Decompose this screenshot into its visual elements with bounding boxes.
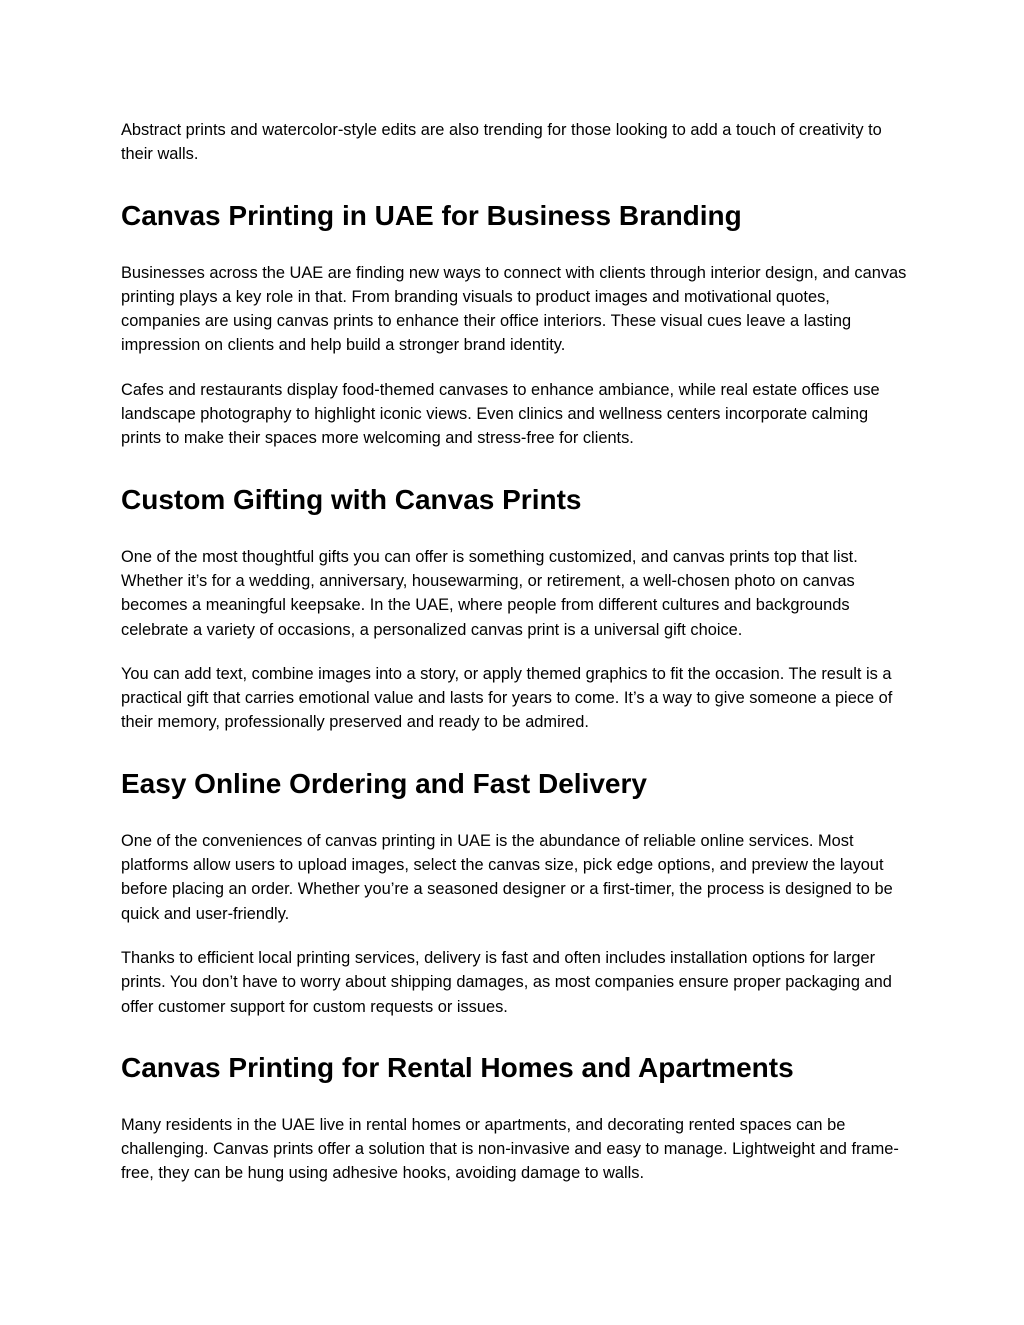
section-heading: Canvas Printing in UAE for Business Branding [121, 199, 742, 231]
section-heading: Canvas Printing for Rental Homes and Apartments [121, 1051, 794, 1083]
section-heading: Easy Online Ordering and Fast Delivery [121, 767, 647, 799]
section-business-branding [121, 199, 909, 451]
intro-paragraph: Abstract prints and watercolor-style edits are also trending for those looking to add a touch of creativity to their walls. [121, 121, 882, 164]
section-paragraph: Many residents in the UAE live in rental homes or apartments, and decorating rented spaces can be challenging. Canvas prints offer a solution that is non-invasive and easy to manage. Lightweight and frame-free, they can be hung using adhesive hooks, avoiding damage to walls. [121, 1115, 899, 1183]
section-paragraph: Cafes and restaurants display food-themed canvases to enhance ambiance, while real estate offices use landscape photography to highlight iconic views. Even clinics and wellness centers incorporate calming prints to make their spaces more welcoming and stress-free for clients. [121, 380, 880, 448]
section-paragraph: Thanks to efficient local printing services, delivery is fast and often includes installation options for larger prints. You don’t have to worry about shipping damages, as most companies ensure proper packaging and offer customer support for custom requests or issues. [121, 948, 892, 1016]
section-rental-homes [121, 1051, 909, 1186]
section-paragraph: One of the conveniences of canvas printing in UAE is the abundance of reliable online services. Most platforms allow users to upload images, select the canvas size, pick edge options, and preview the layout before placing an order. Whether you’re a seasoned designer or a first-timer, the process is designed to be quick and user-friendly. [121, 831, 893, 923]
section-heading: Custom Gifting with Canvas Prints [121, 483, 582, 515]
section-paragraph: Businesses across the UAE are finding new ways to connect with clients through interior design, and canvas printing plays a key role in that. From branding visuals to product images and motivational quotes, companies are using canvas prints to enhance their office interiors. These visual cues leave a lasting impression on clients and help build a stronger brand identity. [121, 263, 907, 355]
section-paragraph: One of the most thoughtful gifts you can offer is something customized, and canvas prints top that list. Whether it’s for a wedding, anniversary, housewarming, or retirement, a well-chosen photo on canvas becomes a meaningful keepsake. In the UAE, where people from different cultures and backgrounds celebrate a variety of occasions, a personalized canvas print is a universal gift choice. [121, 547, 858, 639]
section-online-ordering [121, 767, 909, 1019]
section-paragraph: You can add text, combine images into a story, or apply themed graphics to fit the occasion. The result is a practical gift that carries emotional value and lasts for years to come. It’s a way to give someone a piece of their memory, professionally preserved and ready to be admired. [121, 664, 893, 732]
section-custom-gifting [121, 483, 909, 735]
